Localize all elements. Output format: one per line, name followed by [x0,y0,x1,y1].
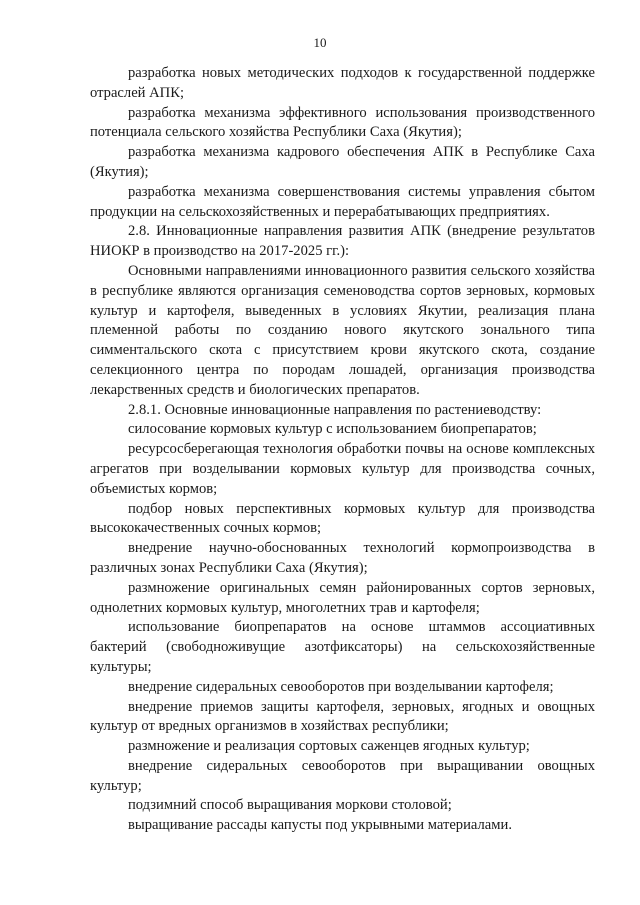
paragraph: разработка новых методических подходов к государственной поддержке отраслей АПК; [90,65,595,101]
paragraph: разработка механизма совершенствования системы управления сбытом продукции на сельскохозяйственных и перерабатывающих предприятиях. [90,183,595,220]
list-item: использование биопрепаратов на основе штаммов ассоциативных бактерий (свободноживущие азотфиксаторы) на сельскохозяйственные культуры; [90,619,595,675]
list-item: выращивание рассады капусты под укрывными материалами. [128,817,512,834]
list-item: внедрение сидеральных севооборотов при возделывании картофеля; [128,678,554,695]
list-item: размножение и реализация сортовых саженцев ягодных культур; [128,738,530,755]
list-item: ресурсосберегающая технология обработки почвы на основе комплексных агрегатов при возделывании кормовых культур для производства сочных, объемистых кормов; [90,441,595,497]
subsection-heading: 2.8.1. Основные инновационные направления по растениеводству: [128,401,542,418]
list-item: внедрение сидеральных севооборотов при выращивании овощных культур; [90,757,595,794]
paragraph: Основными направлениями инновационного развития сельского хозяйства в республике являются организация семеноводства сортов зерновых, кормовых культур и картофеля, выведенных в условиях Якутии, реализация плана племенной работы по созданию нового якутского зонального типа симментальского скота с присутствием крови якутского скота, создание селекционного центра по породам лошадей, организация производства лекарственных средств и биологических препаратов. [90,262,595,398]
list-item: размножение оригинальных семян районированных сортов зерновых, однолетних кормовых культур, многолетних трав и картофеля; [90,579,595,616]
page-number: 10 [313,35,327,50]
paragraph: разработка механизма кадрового обеспечения АПК в Республике Саха (Якутия); [90,144,595,180]
list-item: подбор новых перспективных кормовых культур для производства высококачественных сочных кормов; [90,500,595,537]
list-item: подзимний способ выращивания моркови столовой; [128,797,452,814]
list-item: силосование кормовых культур с использованием биопрепаратов; [128,421,537,438]
paragraph: разработка механизма эффективного использования производственного потенциала сельского хозяйства Республики Саха (Якутия); [90,104,595,141]
list-item: внедрение научно-обоснованных технологий кормопроизводства в различных зонах Республики Саха (Якутия); [90,540,595,576]
document-body [90,64,595,836]
section-heading: 2.8. Инновационные направления развития АПК (внедрение результатов НИОКР в производство на 2017-2025 гг.): [90,223,595,260]
list-item: внедрение приемов защиты картофеля, зерновых, ягодных и овощных культур от вредных организмов в хозяйствах республики; [90,698,595,735]
